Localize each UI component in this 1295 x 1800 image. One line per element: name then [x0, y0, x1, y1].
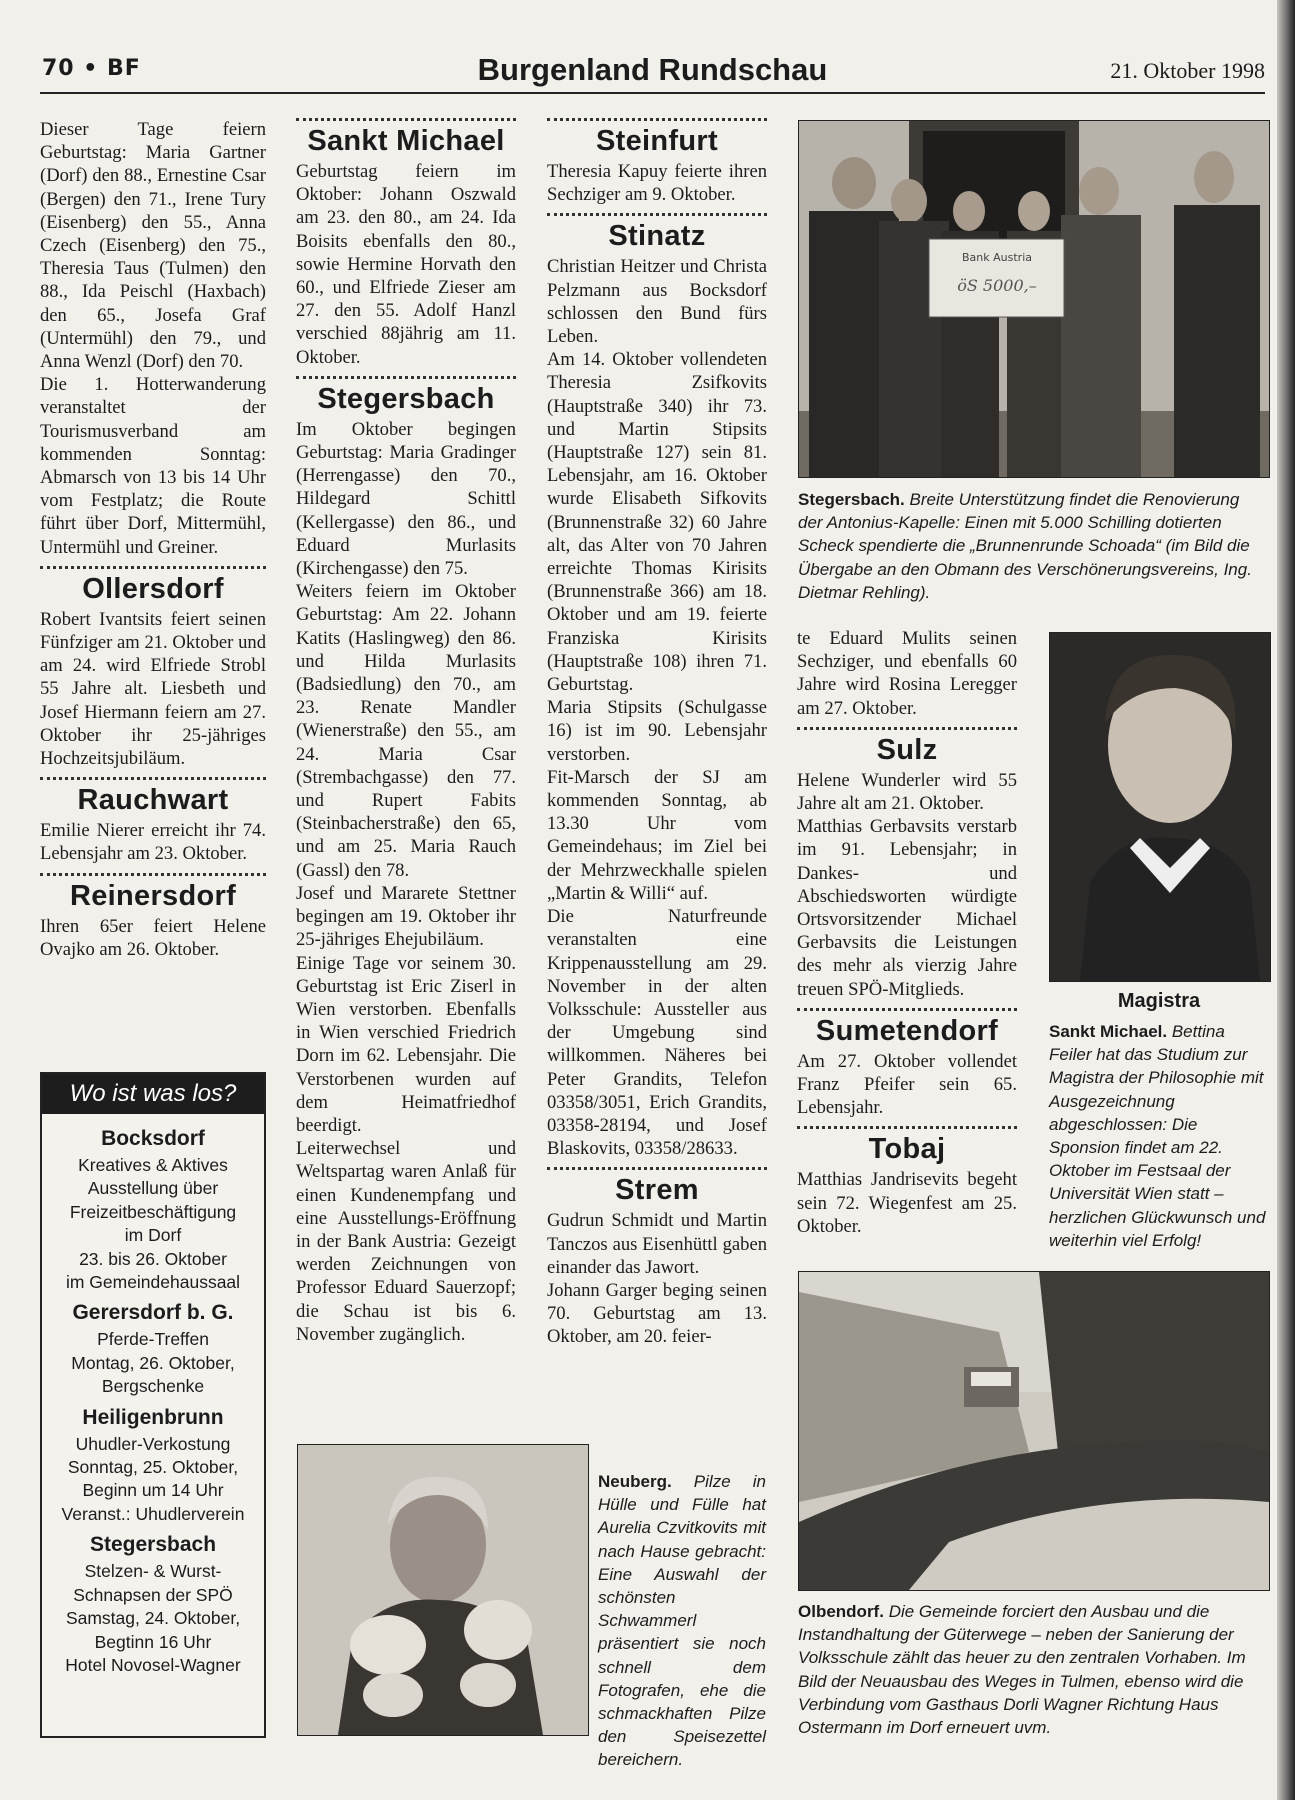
section-text: Fit-Marsch der SJ am kommenden Sonntag, ab 13.30 Uhr vom Gemeindehaus; im Ziel bei der Mehrzweckhalle spielen „Martin & Willi“ auf. — [547, 766, 767, 904]
event-line: Ausstellung über — [87, 1178, 219, 1199]
event-line: Freizeitbeschäftigung — [69, 1201, 237, 1222]
birthday-paragraph: Dieser Tage feiern Geburtstag: Maria Gartner (Dorf) den 88., Ernestine Csar (Bergen) den 71., Irene Tury (Eisenberg) den 55., Anna Czech (Eisenberg) den 75., Theresia Taus (Tulmen) den 88., Ida Peischl (Haxbach) den 65., Josefa Graf (Untermühl) den 79., und Anna Wenzl (Dorf) den 70. — [40, 119, 266, 373]
section-sulz — [797, 727, 1017, 1001]
section-text: Weiters feiern im Oktober Geburtstag: Am 22. Johann Katits (Haslingweg) den 86. und Hilda Murlasits (Badsiedlung) den 70., am 23. Renate Mandler (Wienerstraße) den 55., am 24. Maria Csar (Strembachgasse) den 77. und Rupert Fabits (Steinbacherstraße) den 65, und am 25. Maria Rauch (Gassl) den 78. — [296, 581, 516, 881]
section-text: Josef und Mararete Stettner begingen am 19. Oktober ihr 25-jähriges Ehejubiläum. — [296, 882, 516, 951]
hotterwanderung-paragraph: Die 1. Hotterwanderung veranstaltet der Tourismusverband am kommenden Sonntag: Abmarsch von 13 bis 14 Uhr vom Festplatz; die Route führt über Dorf, Mittermühl, Untermühl und Greiner. — [40, 374, 266, 558]
event-line: Beginn um 14 Uhr — [82, 1480, 224, 1501]
section-text: Die Naturfreunde veranstalten eine Krippenausstellung am 29. November in der alten Volksschule: Aussteller aus der Umgebung sind willkommen. Näheres bei Peter Grandits, Telefon 03358/3051, Erich Grandits, 03358-28194, und Josef Blaskovits, 03358/28633. — [547, 906, 767, 1160]
check-bank-label: Bank Austria — [962, 251, 1032, 264]
column-4 — [797, 627, 1017, 1238]
section-steinfurt — [547, 118, 767, 206]
caption-magistra-title: Magistra — [1117, 990, 1201, 1012]
section-text: Leiterwechsel und Weltspartag waren Anlaß für einen Kundenempfang und eine Ausstellungs-Eröffnung in der Bank Austria: Gezeigt werden Zeichnungen von Professor Eduard Sauerzopf; die Schau ist bis 6. November zugänglich. — [296, 1138, 516, 1345]
event-line: Veranst.: Uhudlerverein — [61, 1503, 245, 1524]
section-text: Emilie Nierer erreicht ihr 74. Lebensjahr am 23. Oktober. — [40, 820, 266, 865]
section-title: Steinfurt — [596, 125, 718, 157]
event-place: Gerersdorf b. G. — [72, 1301, 234, 1325]
section-strem — [547, 1167, 767, 1348]
event-line: 23. bis 26. Oktober — [79, 1248, 227, 1269]
section-sankt-michael — [296, 118, 516, 369]
section-rauchwart — [40, 777, 266, 865]
section-title: Sulz — [876, 733, 938, 766]
caption-place: Neuberg. — [598, 1472, 672, 1491]
section-title: Sankt Michael — [307, 125, 505, 157]
page-number: 70 • BF — [42, 56, 141, 81]
event-line: Bergschenke — [101, 1376, 205, 1397]
photo-check-handover — [798, 120, 1270, 478]
event-line: Hotel Novosel-Wagner — [65, 1654, 241, 1675]
road-image — [799, 1272, 1269, 1590]
magistra-portrait-image — [1050, 633, 1270, 981]
section-text: Johann Garger beging seinen 70. Geburtstag am 13. Oktober, am 20. feier- — [547, 1279, 767, 1348]
caption-text: Bettina Feiler hat das Studium zur Magistra der Philosophie mit Ausgezeichnung abgeschlossen: Die Sponsion findet am 22. Oktober im Festsaal der Universität Wien statt – herzlichen Glückwunsch und weiterhin viel Erfolg! — [1049, 1022, 1266, 1250]
issue-date: 21. Oktober 1998 — [1110, 58, 1265, 83]
event-line: Sonntag, 25. Oktober, — [67, 1457, 239, 1478]
events-box — [40, 1072, 266, 1738]
section-ollersdorf — [40, 566, 266, 770]
newspaper-title: Burgenland Rundschau — [477, 52, 828, 87]
event-place: Stegersbach — [89, 1533, 217, 1557]
section-title: Stegersbach — [317, 382, 495, 415]
event-line: Begtinn 16 Uhr — [94, 1631, 212, 1652]
page-header — [40, 50, 1265, 94]
caption-place: Olbendorf. — [798, 1602, 884, 1621]
column-1 — [40, 118, 266, 961]
event-line: Stelzen- & Wurst- — [84, 1561, 222, 1582]
event-line: Uhudler-Verkostung — [75, 1433, 231, 1454]
section-title: Sumetendorf — [815, 1014, 999, 1047]
section-text: Maria Stipsits (Schulgasse 16) ist im 90. Lebensjahr verstorben. — [547, 697, 767, 765]
continued-text: te Eduard Mulits seinen Sechziger, und ebenfalls 60 Jahre wird Rosina Leregger am 27. Oktober. — [797, 628, 1017, 719]
section-title: Tobaj — [868, 1133, 946, 1166]
section-text: Robert Ivantsits feiert seinen Fünfziger am 21. Oktober und am 24. wird Elfriede Strobl 55 Jahre alt. Liesbeth und Josef Hiermann feiern am 27. Oktober ihr 25-jähriges Hochzeitsjubiläum. — [40, 608, 266, 770]
section-stinatz — [547, 213, 767, 1160]
section-text: Am 14. Oktober vollendeten Theresia Zsifkovits (Hauptstraße 340) ihr 73. und Martin Stipsits (Hauptstraße 127) sein 81. Lebensjahr, am 16. Oktober wurde Elisabeth Sifkovits (Brunnenstraße 32) 60 Jahre alt, das Alter von 70 Jahren erreichte Thomas Kirisits (Brunnenstraße 366) am 18. Oktober und am 19. feierte Franziska Kirisits (Hauptstraße 108) ihren 71. Geburtstag. — [547, 349, 767, 696]
section-text: Geburtstag feiern im Oktober: Johann Oszwald am 23. den 80., am 24. Ida Boisits ebenfalls den 80., sowie Hermine Horvath den 60., und Elfriede Zieser am 27. den 55. Adolf Hanzl verschied 88jährig am 11. Oktober. — [296, 161, 516, 368]
caption-magistra — [1049, 1020, 1269, 1252]
photo-neuberg-mushrooms — [297, 1444, 589, 1736]
page-binding-edge — [1277, 0, 1295, 1800]
section-text: Matthias Gerbavsits verstarb im 91. Lebensjahr; in Dankes- und Abschiedsworten würdigte Ortsvorsitzender Michael Gerbavsits die Leistungen des mehr als vierzig Jahre treuen SPÖ-Mitglieds. — [797, 816, 1017, 1000]
check-handover-image — [799, 121, 1269, 477]
section-text: Matthias Jandrisevits begeht sein 72. Wiegenfest am 25. Oktober. — [797, 1169, 1017, 1237]
section-text: Helene Wunderler wird 55 Jahre alt am 21. Oktober. — [797, 769, 1017, 815]
caption-place: Sankt Michael. — [1049, 1022, 1168, 1041]
event-line: im Gemeindehaussaal — [65, 1272, 241, 1293]
event-line: im Dorf — [124, 1225, 182, 1246]
photo-olbendorf-road — [798, 1271, 1270, 1591]
photo-magistra — [1049, 632, 1271, 982]
caption-text: Pilze in Hülle und Fülle hat Aurelia Czvitkovits mit nach Hause gebracht: Eine Auswahl der schönsten Schwammerl präsentiert sie noch schnell dem Fotografen, ehe die schmackhaften Pilze den Speisezettel bereichern. — [598, 1472, 766, 1770]
section-reinersdorf — [40, 873, 266, 961]
section-title: Rauchwart — [77, 784, 229, 817]
section-tobaj — [797, 1126, 1017, 1238]
caption-olbendorf — [798, 1600, 1268, 1739]
section-text: Im Oktober begingen Geburtstag: Maria Gradinger (Herrengasse) den 70., Hildegard Schittl (Kellergasse) den 86., und Eduard Murlasits (Kirchengasse) den 75. — [296, 418, 516, 580]
section-text: Ihren 65er feiert Helene Ovajko am 26. Oktober. — [40, 915, 266, 960]
section-text: Gudrun Schmidt und Martin Tanczos aus Eisenhüttl gaben einander das Jawort. — [547, 1210, 767, 1278]
caption-text: Breite Unterstützung findet die Renovierung der Antonius-Kapelle: Einen mit 5.000 Schilling dotierten Scheck spendierte die „Brunnenrunde Schoada“ (im Bild die Übergabe an den Obmann des Verschönerungsvereins, Ing. Dietmar Rehling). — [798, 490, 1252, 602]
section-stegersbach — [296, 376, 516, 1346]
event-line: Schnapsen der SPÖ — [73, 1584, 233, 1605]
section-title: Strem — [615, 1174, 699, 1207]
check-amount-label: öS 5000,– — [957, 276, 1037, 295]
section-text: Einige Tage vor seinem 30. Geburtstag ist Eric Ziserl in Wien verstorben. Ebenfalls in Wien verschied Friedrich Dorn im 62. Lebensjahr. Die Verstorbenen wurden auf dem Heimatfriedhof beerdigt. — [296, 952, 516, 1136]
column-2 — [296, 118, 516, 1346]
section-title: Reinersdorf — [69, 879, 237, 912]
caption-neuberg — [598, 1470, 766, 1772]
event-line: Pferde-Treffen — [97, 1329, 209, 1350]
mushroom-woman-image — [298, 1445, 588, 1735]
section-text: Christian Heitzer und Christa Pelzmann aus Bocksdorf schlossen den Bund fürs Leben. — [547, 256, 767, 348]
event-place: Bocksdorf — [101, 1127, 205, 1150]
events-box-title: Wo ist was los? — [42, 1074, 264, 1114]
section-text: Am 27. Oktober vollendet Franz Pfeifer sein 65. Lebensjahr. — [797, 1050, 1017, 1119]
caption-stegersbach — [798, 488, 1268, 604]
caption-place: Stegersbach. — [798, 490, 905, 509]
section-text: Theresia Kapuy feierte ihren Sechziger am 9. Oktober. — [547, 161, 767, 206]
column-3 — [547, 118, 767, 1349]
section-sumetendorf — [797, 1008, 1017, 1120]
section-title: Ollersdorf — [82, 572, 224, 605]
event-line: Kreatives & Aktives — [78, 1155, 228, 1175]
event-place: Heiligenbrunn — [82, 1405, 224, 1429]
event-line: Montag, 26. Oktober, — [71, 1352, 235, 1373]
caption-text: Die Gemeinde forciert den Ausbau und die Instandhaltung der Güterwege – neben der Sanierung der Volksschule zählt das heuer zu den zentralen Vorhaben. Im Bild der Neuausbau des Weges in Tulmen, ebenso wird die Verbindung vom Gasthaus Dorli Wagner Richtung Haus Ostermann im Dorf erneuert uvm. — [798, 1602, 1246, 1738]
section-title: Stinatz — [608, 220, 706, 253]
event-line: Samstag, 24. Oktober, — [65, 1608, 241, 1629]
